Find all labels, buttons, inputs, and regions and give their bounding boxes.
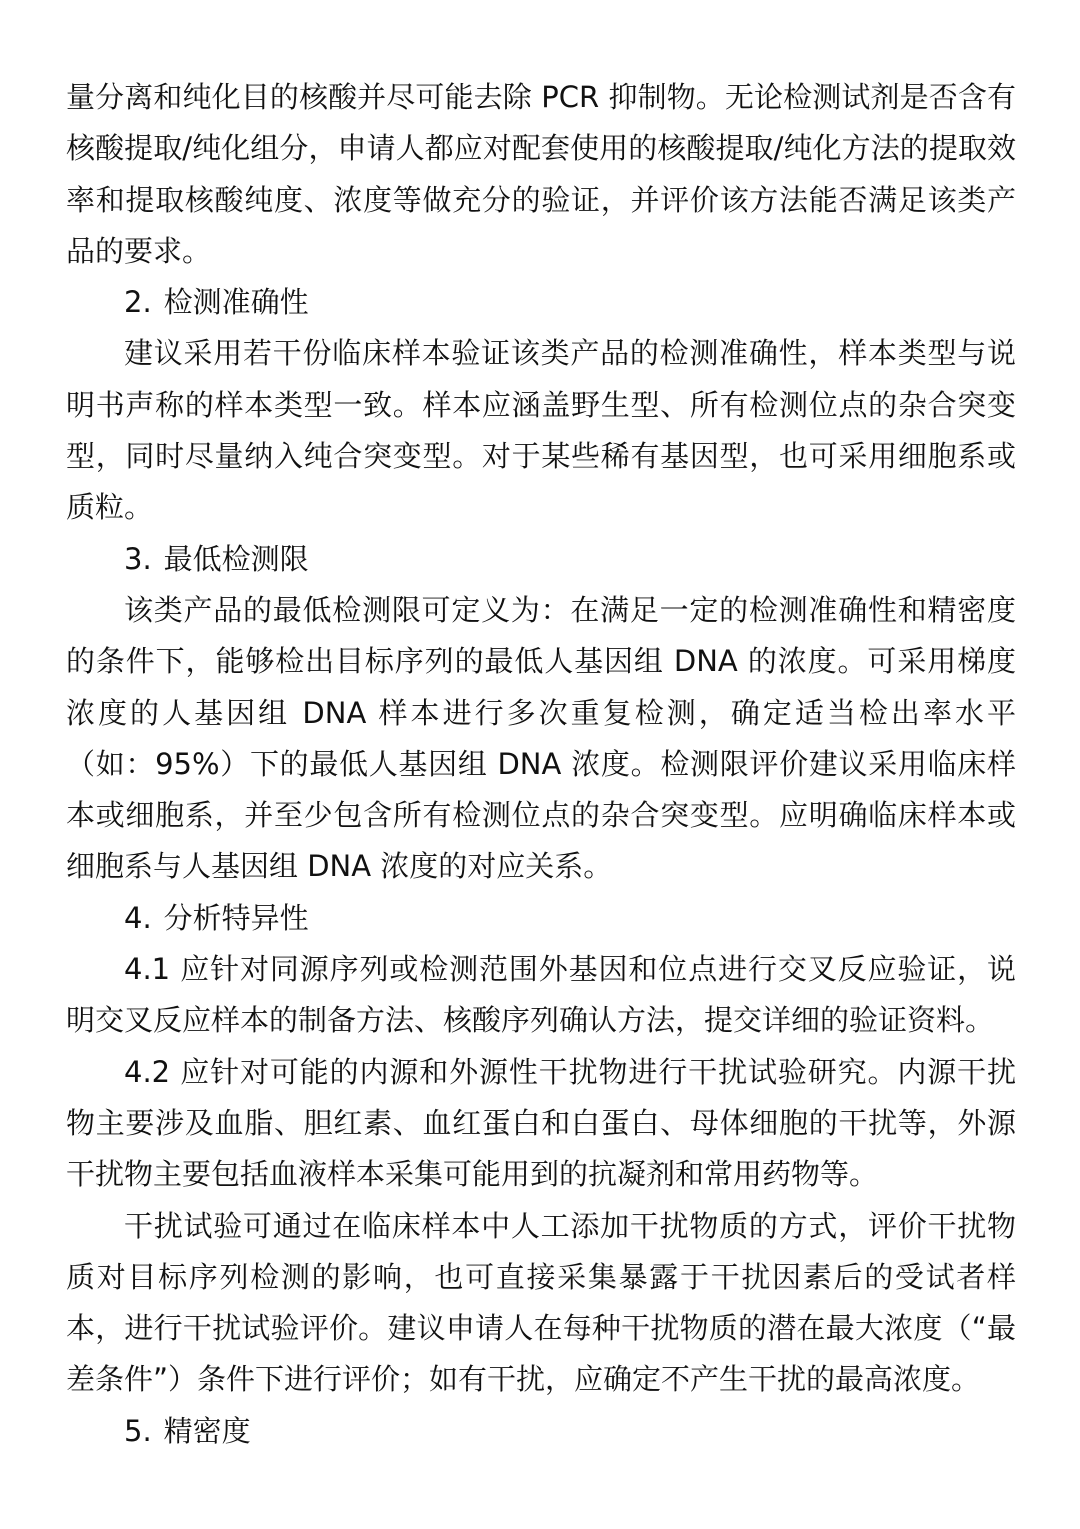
section-heading-specificity	[66, 893, 1016, 944]
paragraph-accuracy: 建议采用若干份临床样本验证该类产品的检测准确性，样本类型与说明书声称的样本类型一致。样本应涵盖野生型、所有检测位点的杂合突变型，同时尽量纳入纯合突变型。对于某些稀有基因型，也可采用细胞系或质粒。	[66, 336, 1016, 525]
section-number: 5.	[124, 1413, 152, 1448]
paragraph-extraction: 量分离和纯化目的核酸并尽可能去除 PCR 抑制物。无论检测试剂是否含有核酸提取/纯化组分，申请人都应对配套使用的核酸提取/纯化方法的提取效率和提取核酸纯度、浓度等做充分的验证，并评价该方法能否满足该类产品的要求。	[66, 80, 1016, 268]
section-title: 精密度	[163, 1413, 251, 1448]
section-heading-accuracy	[66, 277, 1016, 328]
section-title: 分析特异性	[163, 900, 309, 935]
paragraph-lod: 该类产品的最低检测限可定义为：在满足一定的检测准确性和精密度的条件下，能够检出目标序列的最低人基因组 DNA 的浓度。可采用梯度浓度的人基因组 DNA 样本进行多次重复检测，确定适当检出率水平（如：95%）下的最低人基因组 DNA 浓度。检测限评价建议采用临床样本或细胞系，并至少包含所有检测位点的杂合突变型。应明确临床样本或细胞系与人基因组 DNA 浓度的对应关系。	[66, 592, 1016, 884]
section-number: 2.	[124, 285, 152, 320]
paragraph-interference-method: 干扰试验可通过在临床样本中人工添加干扰物质的方式，评价干扰物质对目标序列检测的影响，也可直接采集暴露于干扰因素后的受试者样本，进行干扰试验评价。建议申请人在每种干扰物质的潜在最大浓度（“最差条件”）条件下进行评价；如有干扰，应确定不产生干扰的最高浓度。	[66, 1208, 1016, 1397]
section-number: 4.	[124, 900, 152, 935]
section-heading-precision	[66, 1406, 1016, 1457]
section-heading-lod	[66, 534, 1016, 585]
paragraph-interference: 4.2 应针对可能的内源和外源性干扰物进行干扰试验研究。内源干扰物主要涉及血脂、胆红素、血红蛋白和白蛋白、母体细胞的干扰等，外源干扰物主要包括血液样本采集可能用到的抗凝剂和常用药物等。	[66, 1054, 1016, 1192]
section-title: 检测准确性	[163, 285, 309, 320]
section-title: 最低检测限	[163, 541, 309, 576]
paragraph-cross-reactivity: 4.1 应针对同源序列或检测范围外基因和位点进行交叉反应验证，说明交叉反应样本的制备方法、核酸序列确认方法，提交详细的验证资料。	[66, 952, 1016, 1038]
document-body	[66, 72, 1016, 1457]
section-number: 3.	[124, 541, 152, 576]
